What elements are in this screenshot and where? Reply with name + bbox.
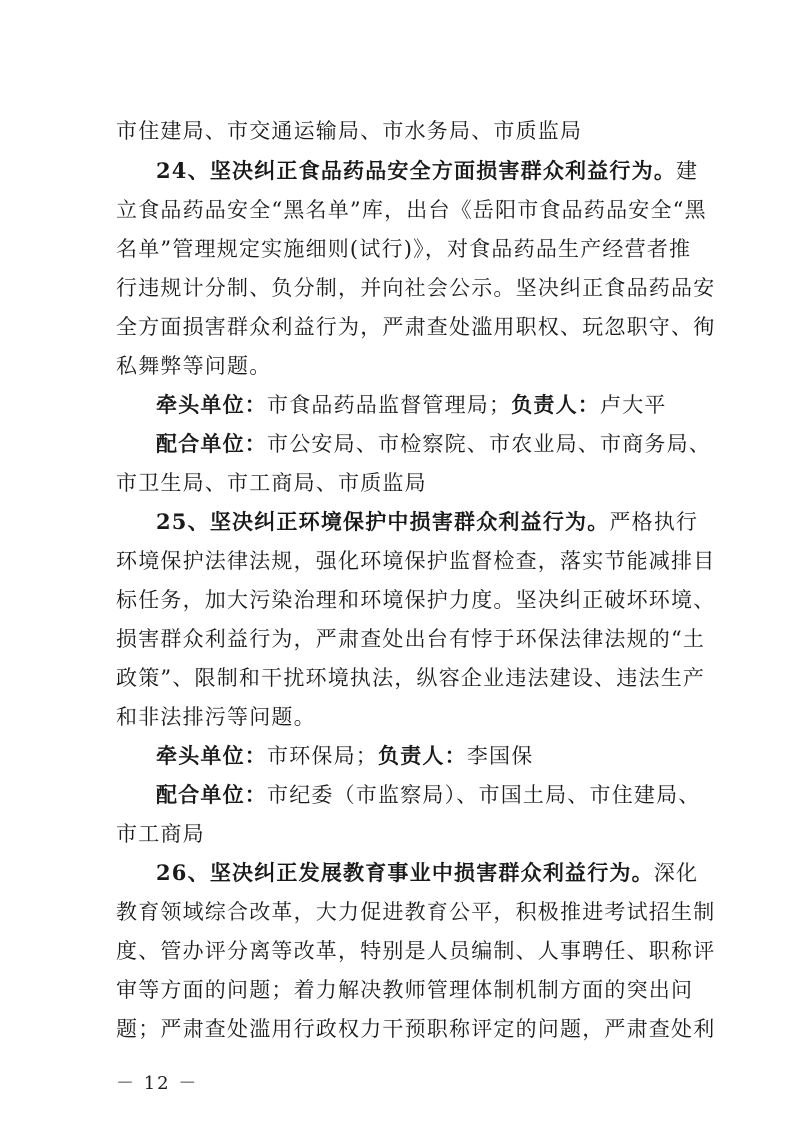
- text-line: [116, 663, 706, 693]
- page-number: － 12 －: [116, 1073, 199, 1094]
- responsible-person-value: 李国保: [466, 744, 534, 768]
- text-line: [116, 624, 706, 654]
- text-line-content: 全方面损害群众利益行为，严肃查处滥用职权、玩忽职守、徇: [116, 315, 716, 339]
- section-25-heading: 25、坚决纠正环境保护中损害群众利益行为。: [156, 509, 610, 534]
- lead-unit-label: 牵头单位：: [156, 392, 267, 417]
- section-25-heading-line: [156, 507, 699, 537]
- lead-unit-line: [156, 741, 686, 771]
- text-line: [116, 819, 686, 849]
- text-line: [116, 936, 716, 966]
- section-26-heading-line: [156, 858, 699, 888]
- text-line-content: 行违规计分制、负分制，并向社会公示。坚决纠正食品药品安: [116, 276, 716, 300]
- section-26-heading: 26、坚决纠正发展教育事业中损害群众利益行为。: [156, 860, 654, 885]
- text-line: [116, 273, 716, 303]
- lead-unit-label: 牵头单位：: [156, 743, 267, 768]
- text-line: [116, 351, 686, 381]
- text-line-content: 名单”管理规定实施细则(试行)》，对食品药品生产经营者推: [116, 237, 692, 261]
- text-line: [116, 312, 716, 342]
- cooperating-unit-line: [156, 780, 701, 810]
- responsible-person-label: 负责人：: [511, 392, 601, 417]
- lead-unit-value: 市环保局；: [267, 744, 378, 768]
- text-line-content: 和非法排污等问题。: [116, 705, 316, 729]
- section-24-heading: 24、坚决纠正食品药品安全方面损害群众利益行为。: [156, 158, 677, 183]
- text-line: [116, 1014, 716, 1044]
- text-line: [116, 234, 692, 264]
- text-line-content: 审等方面的问题；着力解决教师管理体制机制方面的突出问: [116, 978, 694, 1002]
- section-24-heading-line: [156, 156, 699, 186]
- text-line-content: 环境保护法律法规，强化环境保护监督检查，落实节能减排目: [116, 549, 716, 573]
- cooperating-unit-value: 市纪委（市监察局）、市国土局、市住建局、: [267, 783, 701, 807]
- cooperating-unit-label: 配合单位：: [156, 782, 267, 807]
- text-line: [116, 195, 707, 225]
- text-line-content: 严格执行: [609, 510, 699, 534]
- lead-unit-value: 市食品药品监督管理局；: [267, 393, 512, 417]
- cooperating-unit-value: 市公安局、市检察院、市农业局、市商务局、: [267, 432, 711, 456]
- responsible-person-value: 卢大平: [600, 393, 667, 417]
- text-line-content: 政策”、限制和干扰环境执法，纵容企业违法建设、违法生产: [116, 666, 706, 690]
- text-line: [116, 975, 694, 1005]
- text-line: [116, 702, 686, 732]
- text-line-content: 市工商局: [116, 822, 205, 846]
- text-line-content: 市住建局、市交通运输局、市水务局、市质监局: [116, 119, 583, 143]
- text-line-content: 损害群众利益行为，严肃查处出台有悖于环保法律法规的“土: [116, 627, 706, 651]
- text-line: [116, 585, 716, 615]
- cooperating-unit-line: [156, 429, 711, 459]
- text-line-content: 市卫生局、市工商局、市质监局: [116, 471, 427, 495]
- text-line-content: 度、管办评分离等改革，特别是人员编制、人事聘任、职称评: [116, 939, 716, 963]
- text-line: [116, 897, 716, 927]
- text-line-content: 教育领域综合改革，大力促进教育公平，积极推进考试招生制: [116, 900, 716, 924]
- text-line: [116, 116, 686, 146]
- text-line-content: 私舞弊等问题。: [116, 354, 272, 378]
- lead-unit-line: [156, 390, 686, 420]
- text-line-content: 题；严肃查处滥用行政权力干预职称评定的问题，严肃查处利: [116, 1017, 716, 1041]
- cooperating-unit-label: 配合单位：: [156, 431, 267, 456]
- text-line-content: 立食品药品安全“黑名单”库，出台《岳阳市食品药品安全“黑: [116, 198, 707, 222]
- text-line-content: 深化: [653, 861, 699, 885]
- text-line: [116, 468, 686, 498]
- text-line: [116, 546, 716, 576]
- responsible-person-label: 负责人：: [378, 743, 467, 768]
- text-line-content: 建: [676, 159, 699, 183]
- text-line-content: 标任务，加大污染治理和环境保护力度。坚决纠正破坏环境、: [116, 588, 716, 612]
